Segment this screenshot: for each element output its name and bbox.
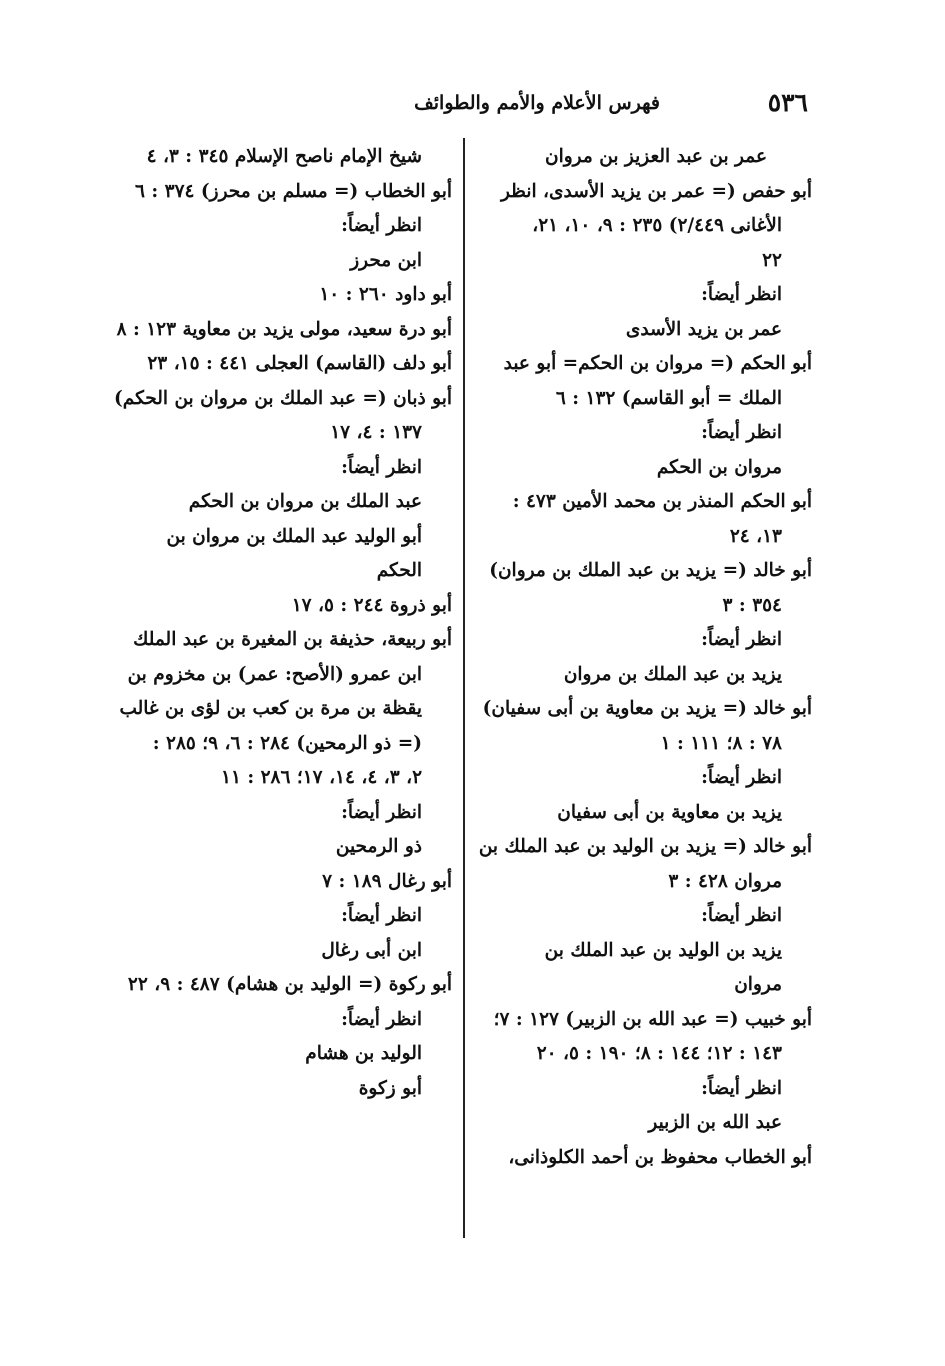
index-line: مروان بن الحكم (656, 456, 782, 478)
index-line: أبو ركوة (= الوليد بن هشام) ٤٨٧ : ٩، ٢٢ (127, 974, 452, 995)
index-line: أبو ذبان (= عبد الملك بن مروان بن الحكم) (114, 387, 452, 409)
index-line: أبو خالد (= يزيد بن الوليد بن عبد الملك بن (478, 836, 812, 857)
right-column (472, 140, 812, 1175)
index-line: ١٣٧ : ٤، ١٧ (330, 422, 422, 443)
index-line: ابن أبى رغال (321, 939, 422, 961)
index-line: الملك = أبو القاسم) ١٣٢ : ٦ (555, 387, 782, 409)
index-line: يزيد بن عبد الملك بن مروان (563, 663, 782, 685)
index-line: أبو داود ٢٦٠ : ١٠ (319, 284, 452, 305)
index-line: أبو خالد (= يزيد بن معاوية بن أبى سفيان) (482, 698, 812, 719)
index-line: انظر أيضاً: (341, 801, 422, 823)
index-line: ١٤٣ : ١٢؛ ١٤٤ : ٨؛ ١٩٠ : ٥، ٢٠ (536, 1043, 782, 1064)
index-line: ابن عمرو (الأصح: عمر) بن مخزوم بن (127, 663, 422, 685)
index-line: أبو حفص (= عمر بن يزيد الأسدى، انظر (500, 180, 812, 202)
index-line: أبو الخطاب (= مسلم بن محرز) ٣٧٤ : ٦ (135, 180, 452, 202)
index-line: يزيد بن الوليد بن عبد الملك بن (544, 939, 782, 961)
running-title: فهرس الأعلام والأمم والطوائف (414, 92, 660, 114)
page-number: ٥٣٦ (767, 88, 808, 117)
index-line: الوليد بن هشام (305, 1043, 422, 1064)
index-line: انظر أيضاً: (341, 905, 422, 926)
index-line: ابن محرز (350, 249, 422, 271)
index-line: أبو الوليد عبد الملك بن مروان بن (166, 525, 422, 547)
index-line: مروان ٤٢٨ : ٣ (668, 870, 782, 892)
index-line: أبو رغال ١٨٩ : ٧ (322, 870, 452, 892)
page-header (340, 88, 808, 128)
index-line: عمر بن يزيد الأسدى (625, 318, 782, 340)
index-line: انظر أيضاً: (341, 1008, 422, 1030)
index-line: أبو ذروة ٢٤٤ : ٥، ١٧ (291, 594, 452, 616)
index-line: عمر بن عبد العزيز بن مروان (545, 146, 767, 167)
index-line: ٢٢ (762, 249, 782, 271)
index-line: عبد الله بن الزبير (648, 1112, 782, 1133)
index-line: الحكم (376, 560, 422, 581)
index-line: أبو الحكم المنذر بن محمد الأمين ٤٧٣ : (512, 491, 812, 512)
index-line: ٢، ٣، ٤، ١٤، ١٧؛ ٢٨٦ : ١١ (221, 767, 422, 788)
index-line: أبو الخطاب محفوظ بن أحمد الكلوذانى، (508, 1146, 812, 1168)
index-line: انظر أيضاً: (701, 629, 782, 650)
index-line: مروان (734, 974, 782, 995)
index-line: شيخ الإمام ناصح الإسلام ٣٤٥ : ٣، ٤ (146, 146, 422, 167)
index-line: انظر أيضاً: (701, 1077, 782, 1099)
index-line: أبو دلف (القاسم) العجلى ٤٤١ : ١٥، ٢٣ (147, 353, 452, 374)
index-line: ٣٥٤ : ٣ (722, 594, 782, 616)
index-line: انظر أيضاً: (701, 422, 782, 443)
index-line: أبو ربيعة، حذيفة بن المغيرة بن عبد الملك (133, 629, 452, 650)
index-line: ٧٨ : ٨؛ ١١١ : ١ (660, 732, 782, 754)
index-line: ذو الرمحين (335, 836, 422, 857)
index-line: انظر أيضاً: (701, 767, 782, 788)
index-line: انظر أيضاً: (701, 284, 782, 305)
index-line: يقظة بن مرة بن كعب بن لؤى بن غالب (119, 698, 422, 719)
index-line: أبو درة سعيد، مولى يزيد بن معاوية ١٢٣ : ٨ (116, 318, 452, 340)
index-line: الأغانى ٢/٤٤٩) ٢٣٥ : ٩، ١٠، ٢١، (532, 215, 782, 236)
index-line: ١٣، ٢٤ (729, 525, 782, 547)
index-line: أبو خبيب (= عبد الله بن الزبير) ١٢٧ : ٧؛ (493, 1008, 812, 1030)
index-line: أبو خالد (= يزيد بن عبد الملك بن مروان) (489, 560, 812, 581)
left-column (112, 140, 452, 1106)
index-line: يزيد بن معاوية بن أبى سفيان (557, 801, 782, 823)
index-line: (= ذو الرمحين) ٢٨٤ : ٦، ٩؛ ٢٨٥ : (152, 732, 422, 754)
index-line: عبد الملك بن مروان بن الحكم (188, 491, 422, 512)
column-divider (463, 138, 465, 1238)
index-line: انظر أيضاً: (341, 456, 422, 478)
index-line: أبو الحكم (= مروان بن الحكم= أبو عبد (503, 353, 812, 374)
index-line: أبو زكوة (358, 1077, 422, 1099)
index-line: انظر أيضاً: (341, 215, 422, 236)
index-line: انظر أيضاً: (701, 905, 782, 926)
